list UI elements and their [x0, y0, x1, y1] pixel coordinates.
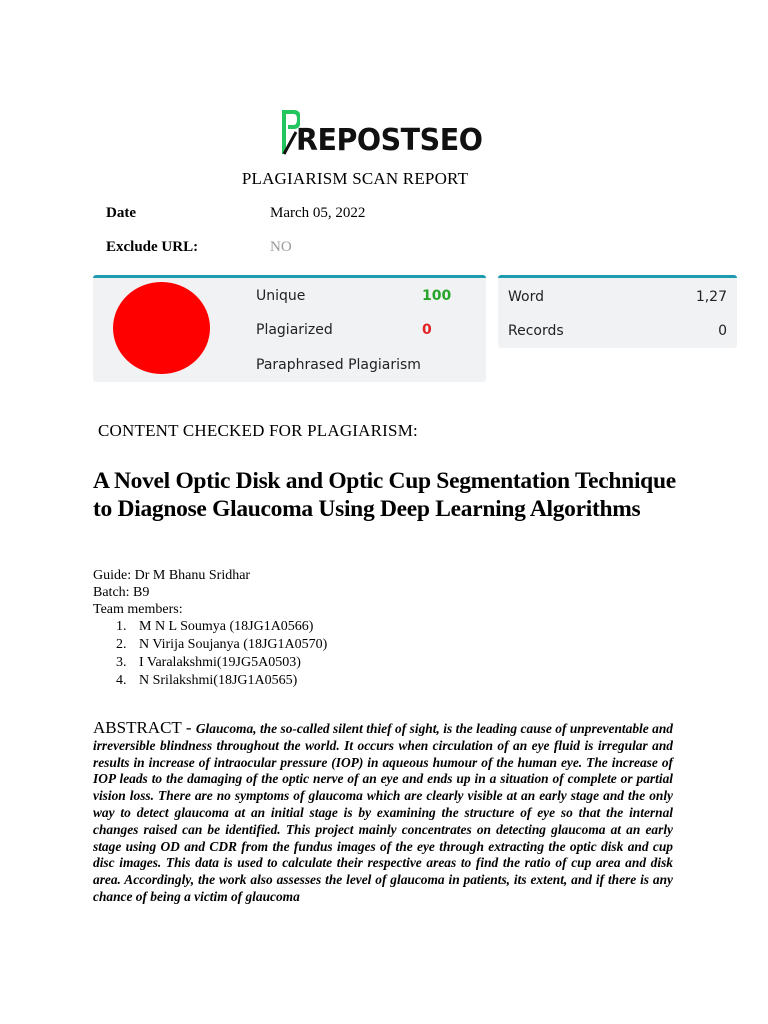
plagiarism-pie-chart — [113, 282, 210, 374]
exclude-url-value: NO — [270, 239, 292, 255]
abstract-body: Glaucoma, the so-called silent thief of sight, is the leading cause of unpreventable and irreversible blindness throughout the world. It occurs when circulation of an eye fluid is irregular and results in increase of intraocular pressure (IOP) in aqueous humour of the human eye. The increase of IOP leads to the damaging of the optic nerve of an eye and ends up in a situation of complete or partial vision loss. There are no symptoms of glaucoma which are clearly visible at an early stage and the only way to detect glaucoma at an initial stage is by examining the structure of eye so that the internal changes raised can be identified. This project mainly concentrates on detecting glaucoma at an early stage using OD and CDR from the fundus images of the eye through extracting the optic disk and cup disc images. This data is used to calculate their respective areas to find the ratio of cup area and disk area. Accordingly, the work also assesses the level of glaucoma in patients, its extent, and if there is any chance of being a victim of glaucoma — [93, 721, 673, 904]
member-number: 3. — [116, 655, 127, 670]
date-value: March 05, 2022 — [270, 205, 366, 221]
unique-label: Unique — [256, 288, 306, 304]
member-name: M N L Soumya (18JG1A0566) — [139, 619, 314, 634]
abstract — [93, 720, 673, 906]
project-info — [93, 567, 250, 618]
plagiarized-value: 0 — [422, 322, 432, 338]
guide-line: Guide: Dr M Bhanu Sridhar — [93, 568, 251, 583]
word-label: Word — [508, 289, 544, 305]
records-label: Records — [508, 323, 564, 339]
prepostseo-logo — [282, 110, 492, 156]
content-heading: CONTENT CHECKED FOR PLAGIARISM: — [98, 421, 418, 440]
word-count-panel — [498, 275, 737, 348]
logo-text: REPOSTSEO — [296, 123, 483, 158]
word-value: 1,27 — [695, 289, 727, 305]
member-number: 4. — [116, 673, 127, 688]
abstract-lead: ABSTRACT - — [93, 718, 196, 737]
unique-value: 100 — [422, 288, 452, 304]
member-name: I Varalakshmi(19JG5A0503) — [139, 655, 301, 670]
exclude-url-label: Exclude URL: — [106, 239, 199, 255]
date-label: Date — [106, 205, 136, 221]
member-name: N Srilakshmi(18JG1A0565) — [139, 673, 298, 688]
plagiarism-stats-panel — [93, 275, 486, 382]
list-item — [116, 636, 327, 654]
team-label: Team members: — [93, 602, 183, 617]
plagiarized-label: Plagiarized — [256, 322, 333, 338]
paper-title: A Novel Optic Disk and Optic Cup Segmentation Technique to Diagnose Glaucoma Using Deep Learning Algorithms — [93, 468, 676, 522]
member-number: 2. — [116, 637, 127, 652]
member-number: 1. — [116, 619, 127, 634]
records-value: 0 — [718, 323, 727, 339]
batch-line: Batch: B9 — [93, 585, 150, 600]
member-name: N Virija Soujanya (18JG1A0570) — [139, 637, 328, 652]
list-item — [116, 672, 327, 690]
list-item — [116, 654, 327, 672]
report-title: PLAGIARISM SCAN REPORT — [241, 169, 469, 188]
paraphrased-label: Paraphrased Plagiarism — [256, 357, 421, 373]
list-item — [116, 618, 327, 636]
team-members-list — [116, 618, 327, 690]
